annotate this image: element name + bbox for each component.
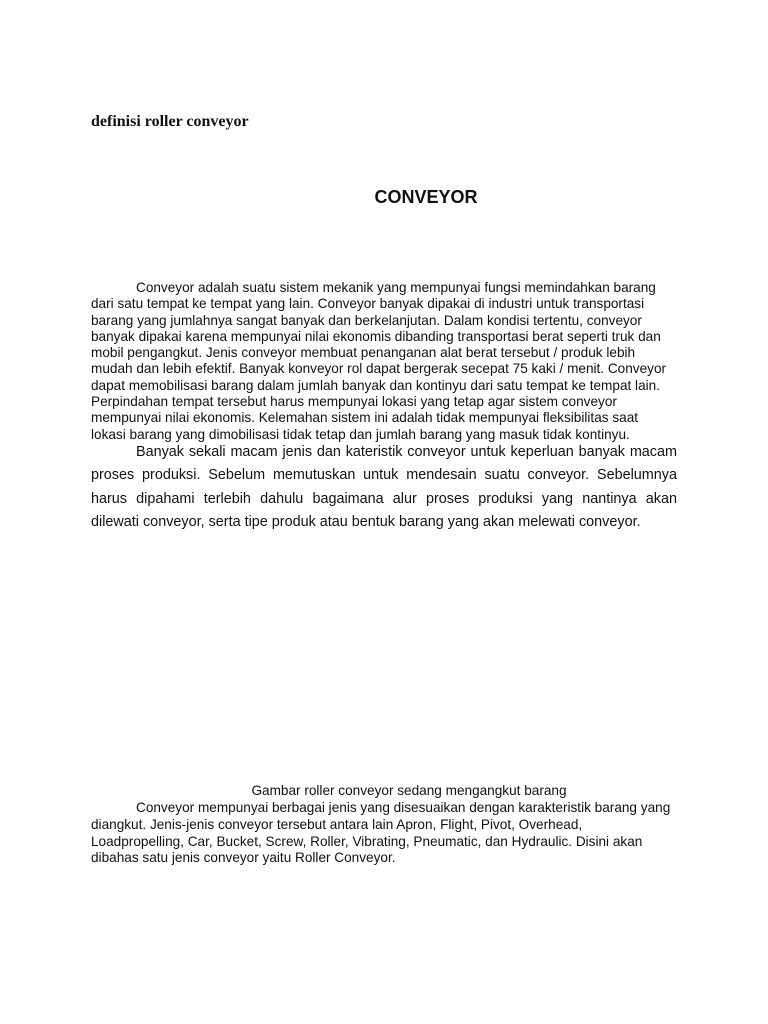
intro-paragraph: Conveyor adalah suatu sistem mekanik yang mempunyai fungsi memindahkan barang dari satu tempat ke tempat yang lain. Conveyor banyak dipakai di industri untuk transportasi barang yang jumlahnya sangat banyak dan berkelanjutan. Dalam kondisi tertentu, conveyor banyak dipakai karena mempunyai nilai ekonomis dibanding transportasi berat seperti truk dan mobil pengangkut. Jenis conveyor membuat penanganan alat berat tersebut / produk lebih mudah dan lebih efektif. Banyak konveyor rol dapat bergerak secepat 75 kaki / menit. Conveyor dapat memobilisasi barang dalam jumlah banyak dan kontinyu dari satu tempat ke tempat lain. Perpindahan tempat tersebut harus mempunyai lokasi yang tetap agar sistem conveyor mempunyai nilai ekonomis. Kelemahan sistem ini adalah tidak mempunyai fleksibilitas saat lokasi barang yang dimobilisasi tidak tetap dan jumlah barang yang masuk tidak kontinyu. [91, 280, 667, 442]
document-title: CONVEYOR [374, 187, 478, 207]
document-heading: definisi roller conveyor [91, 113, 249, 130]
types-paragraph: Banyak sekali macam jenis dan kateristik conveyor untuk keperluan banyak macam proses produksi. Sebelum memutuskan untuk mendesain suatu conveyor. Sebelumnya harus dipahami terlebih dahulu bagaimana alur proses produksi yang nantinya akan dilewati conveyor, serta tipe produk atau bentuk barang yang akan melewati conveyor. [91, 444, 677, 530]
figure-caption: Gambar roller conveyor sedang mengangkut barang [251, 783, 567, 798]
figure-placeholder [91, 570, 677, 770]
kinds-paragraph: Conveyor mempunyai berbagai jenis yang disesuaikan dengan karakteristik barang yang diangkut. Jenis-jenis conveyor tersebut antara lain Apron, Flight, Pivot, Overhead, Loadpropelling, Car, Bucket, Screw, Roller, Vibrating, Pneumatic, dan Hydraulic. Disini akan dibahas satu jenis conveyor yaitu Roller Conveyor. [91, 800, 671, 866]
